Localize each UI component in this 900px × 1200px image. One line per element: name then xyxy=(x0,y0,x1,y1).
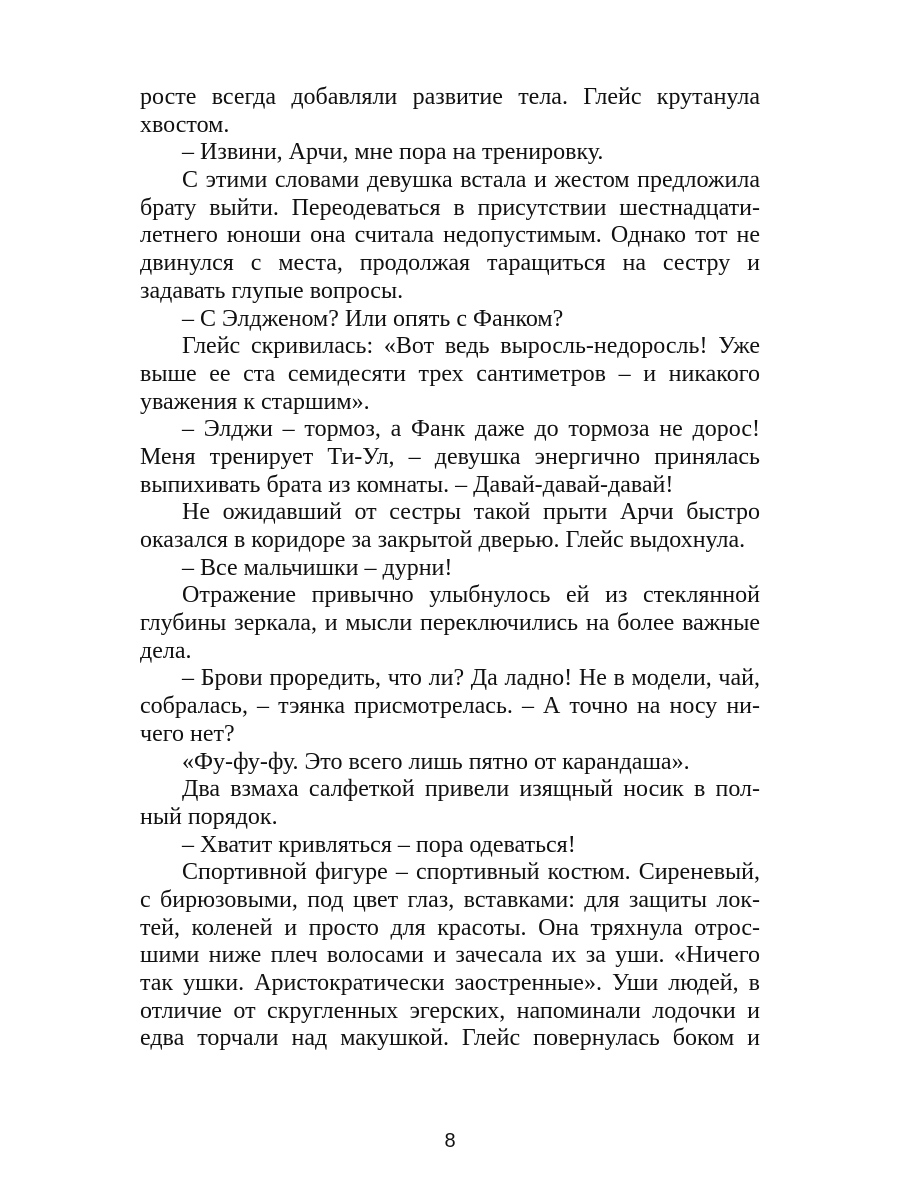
text-line: брату выйти. Переодеваться в присутствии шестнадцати- xyxy=(140,194,760,221)
text-line: – Элджи – тормоз, а Фанк даже до тормоза не дорос! xyxy=(182,416,760,443)
text-line: чего нет? xyxy=(140,720,235,747)
text-line: уважения к старшим». xyxy=(140,388,370,415)
paragraph xyxy=(140,84,760,139)
paragraph xyxy=(140,167,760,305)
text-line: росте всегда добавляли развитие тела. Глейс крутанула xyxy=(140,84,760,110)
text-line: двинулся с места, продолжая таращиться на сестру и xyxy=(140,250,760,277)
text-line: – Брови проредить, что ли? Да ладно! Не в модели, чай, xyxy=(182,665,760,692)
text-line: дела. xyxy=(140,637,192,664)
paragraph xyxy=(140,499,760,554)
paragraph xyxy=(140,749,760,777)
text-line: Глейс скривилась: «Вот ведь выросль-недоросль! Уже xyxy=(182,333,760,360)
text-line: ный порядок. xyxy=(140,803,278,830)
text-line: оказался в коридоре за закрытой дверью. Глейс выдохнула. xyxy=(140,527,746,553)
text-line: отличие от скругленных эгерских, напоминали лодочки и xyxy=(140,997,760,1024)
paragraph xyxy=(140,776,760,831)
text-line: – Извини, Арчи, мне пора на тренировку. xyxy=(182,139,604,166)
text-line: задавать глупые вопросы. xyxy=(140,277,404,304)
paragraph xyxy=(140,416,760,499)
paragraph xyxy=(140,306,760,334)
text-line: так ушки. Аристократически заостренные». Уши людей, в xyxy=(140,970,760,996)
text-line: летнего юноши она считала недопустимым. Однако тот не xyxy=(140,222,760,249)
paragraph xyxy=(140,665,760,748)
body-text xyxy=(140,84,760,1053)
text-line: – С Элдженом? Или опять с Фанком? xyxy=(182,305,564,332)
paragraph xyxy=(140,333,760,416)
text-line: с бирюзовыми, под цвет глаз, вставками: для защиты лок- xyxy=(140,886,760,913)
text-line: – Все мальчишки – дурни! xyxy=(182,554,453,581)
paragraph xyxy=(140,582,760,665)
text-line: выше ее ста семидесяти трех сантиметров – и никакого xyxy=(140,360,760,387)
text-line: тей, коленей и просто для красоты. Она тряхнула отрос- xyxy=(140,914,760,941)
text-line: Отражение привычно улыбнулось ей из стеклянной xyxy=(182,582,760,609)
text-line: Спортивной фигуре – спортивный костюм. Сиреневый, xyxy=(182,859,760,886)
paragraph xyxy=(140,832,760,860)
paragraph xyxy=(140,139,760,167)
text-line: – Хватит кривляться – пора одеваться! xyxy=(182,831,576,858)
text-line: С этими словами девушка встала и жестом предложила xyxy=(182,167,760,194)
text-line: Не ожидавший от сестры такой прыти Арчи быстро xyxy=(182,499,760,526)
paragraph xyxy=(140,859,760,1053)
text-line: «Фу-фу-фу. Это всего лишь пятно от карандаша». xyxy=(182,748,690,775)
text-line: собралась, – тэянка присмотрелась. – А точно на носу ни- xyxy=(140,693,760,720)
page-number: 8 xyxy=(444,1130,456,1152)
text-line: Меня тренирует Ти-Ул, – девушка энергично принялась xyxy=(140,443,760,470)
text-line: едва торчали над макушкой. Глейс повернулась боком и xyxy=(140,1025,760,1052)
text-line: глубины зеркала, и мысли переключились на более важные xyxy=(140,610,760,637)
text-line: хвостом. xyxy=(140,111,230,138)
text-line: выпихивать брата из комнаты. – Давай-давай-давай! xyxy=(140,471,674,498)
paragraph xyxy=(140,555,760,583)
text-line: шими ниже плеч волосами и зачесала их за уши. «Ничего xyxy=(140,942,760,969)
text-line: Два взмаха салфеткой привели изящный носик в пол- xyxy=(182,776,760,803)
